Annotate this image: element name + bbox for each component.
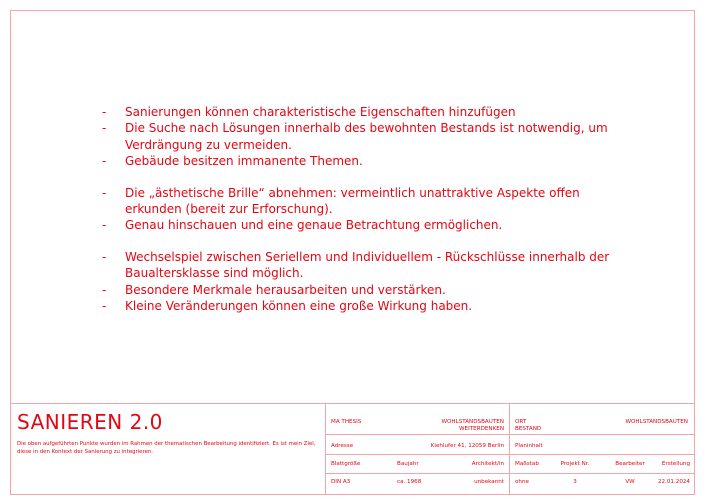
divider-row: [325, 454, 695, 455]
divider-vertical: [509, 404, 510, 495]
ort-label: ORT: [515, 419, 527, 425]
bullet-text: Wechselspiel zwischen Seriellem und Individuellem - Rückschlüsse innerhalb der Baualtersklasse sind möglich.: [125, 249, 610, 281]
architekt-label: Architekt/in: [471, 461, 504, 467]
bullet-item: [102, 153, 622, 169]
bullet-text: Genau hinschauen und eine genaue Betrachtung ermöglichen.: [125, 218, 503, 233]
project-name-line1: WOHLSTANDSBAUTEN: [441, 419, 504, 425]
adresse-value: Kiehlufer 41, 12059 Berlin: [430, 443, 504, 449]
bullet-text: Kleine Veränderungen können eine große Wirkung haben.: [125, 299, 473, 314]
projekt-nr-value: 3: [573, 479, 577, 485]
baujahr-label: Baujahr: [397, 461, 419, 467]
bullet-dash: -: [102, 299, 107, 314]
planinhalt-label: Planinhalt: [515, 443, 543, 449]
bullet-text: Die Suche nach Lösungen innerhalb des bewohnten Bestands ist notwendig, um Verdrängung zu vermeiden.: [125, 121, 608, 152]
divider-row: [325, 473, 695, 474]
blattgroesse-value: DIN A3: [331, 479, 351, 485]
bullet-item: [102, 249, 622, 282]
bullet-text: Gebäude besitzen immanente Themen.: [125, 154, 363, 169]
title-block: [10, 403, 695, 495]
projekt-nr-label: Projekt Nr.: [560, 461, 590, 467]
bullet-dash: -: [102, 105, 107, 119]
bullet-dash: -: [102, 249, 107, 264]
bearbeiter-label: Bearbeiter: [615, 461, 645, 467]
bullet-content: [102, 104, 622, 329]
title-block-left: [10, 404, 326, 495]
bullet-dash: -: [102, 121, 107, 136]
blattgroesse-label: Blattgröße: [331, 461, 361, 467]
project-description: Die oben aufgeführten Punkte wurden im Rahmen der thematischen Bearbeitung identifiziert. Es ist mein Ziel, diese in den Kontext der Sanierung zu integrieren.: [17, 441, 316, 455]
bullet-item: [102, 104, 622, 120]
project-title: SANIEREN 2.0: [17, 410, 163, 434]
erstellung-label: Erstellung: [661, 461, 690, 467]
bearbeiter-value: VW: [625, 479, 635, 485]
bullet-item: [102, 217, 622, 233]
bullet-text: Besondere Merkmale herausarbeiten und verstärken.: [125, 282, 446, 297]
erstellung-value: 22.01.2024: [657, 479, 690, 485]
bullet-dash: -: [102, 218, 107, 233]
divider-row: [325, 434, 695, 435]
bullet-dash: -: [102, 154, 107, 169]
ort-value: WOHLSTANDSBAUTEN: [625, 419, 688, 425]
bullet-item: [102, 282, 622, 298]
architekt-value: unbekannt: [474, 479, 504, 485]
bullet-text: Sanierungen können charakteristische Eigenschaften hinzufügen: [125, 105, 516, 119]
baujahr-value: ca. 1968: [397, 479, 422, 485]
bullet-item: [102, 185, 622, 218]
bullet-item: [102, 120, 622, 153]
project-name-line2: WEITERDENKEN: [459, 426, 504, 432]
bullet-group-1: [102, 104, 622, 170]
adresse-label: Adresse: [331, 443, 354, 449]
bestand-label: BESTAND: [515, 426, 542, 432]
bullet-item: [102, 298, 622, 314]
bullet-dash: -: [102, 282, 107, 297]
bullet-dash: -: [102, 185, 107, 200]
massstab-value: ohne: [515, 479, 529, 485]
massstab-label: Maßstab: [515, 461, 539, 467]
bullet-group-2: [102, 185, 622, 234]
bullet-group-3: [102, 249, 622, 315]
ma-thesis-label: MA THESIS: [331, 419, 362, 425]
bullet-text: Die „ästhetische Brille“ abnehmen: vermeintlich unattraktive Aspekte offen erkunden (bereit zur Erforschung).: [125, 185, 580, 217]
